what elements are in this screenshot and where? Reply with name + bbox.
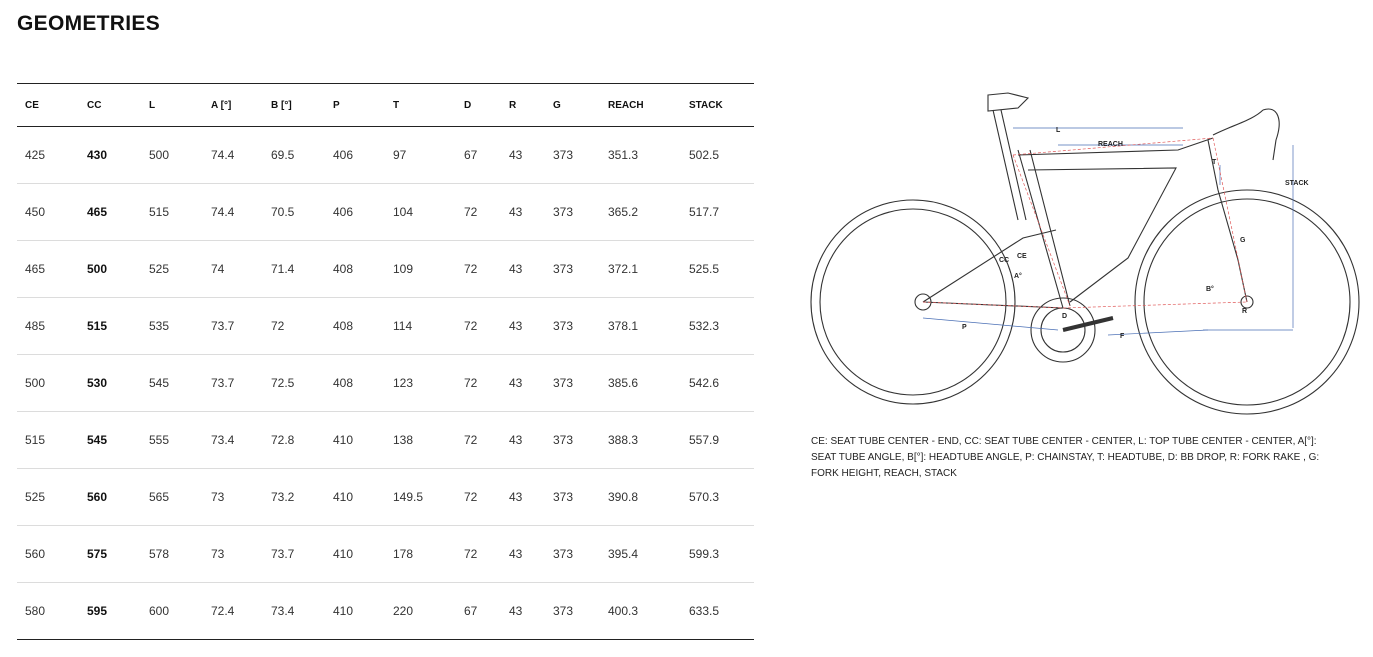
header-a: A [°] [211, 99, 232, 111]
table-cell: 72 [464, 433, 478, 447]
table-cell: 373 [553, 319, 574, 333]
table-cell: 465 [87, 205, 108, 219]
header-b: B [°] [271, 99, 292, 111]
table-cell: 373 [553, 490, 574, 504]
label-b: B° [1206, 286, 1214, 293]
geometry-lines [923, 138, 1247, 308]
table-cell: 532.3 [689, 319, 720, 333]
table-row [17, 469, 754, 526]
table-cell: 373 [553, 376, 574, 390]
label-p: P [962, 324, 967, 331]
saddle [988, 93, 1028, 111]
table-cell: 43 [509, 319, 523, 333]
bike-frame-drawing [811, 93, 1359, 414]
table-cell: 410 [333, 604, 354, 618]
table-cell: 385.6 [608, 376, 639, 390]
header-r: R [509, 99, 517, 111]
table-cell: 220 [393, 604, 414, 618]
table-cell: 178 [393, 547, 414, 561]
table-cell: 373 [553, 547, 574, 561]
header-ce: CE [25, 99, 39, 111]
label-cc: CC [999, 257, 1010, 264]
table-cell: 72 [464, 205, 478, 219]
seat-stays [923, 230, 1056, 302]
table-row [17, 127, 754, 184]
header-reach: REACH [608, 99, 644, 111]
table-row [17, 184, 754, 241]
page-title: GEOMETRIES [17, 12, 161, 35]
handlebar [1213, 109, 1279, 160]
header-p: P [333, 99, 340, 111]
table-header-row [17, 84, 754, 127]
table-cell: 73.2 [271, 490, 295, 504]
table-cell: 542.6 [689, 376, 720, 390]
table-cell: 373 [553, 604, 574, 618]
table-cell: 43 [509, 205, 523, 219]
table-cell: 114 [393, 319, 413, 333]
table-cell: 138 [393, 433, 414, 447]
table-cell: 502.5 [689, 148, 720, 162]
table-cell: 373 [553, 148, 574, 162]
table-cell: 545 [149, 376, 170, 390]
label-reach: REACH [1098, 141, 1123, 148]
table-body [17, 127, 754, 640]
table-cell: 372.1 [608, 262, 639, 276]
label-a: A° [1014, 273, 1022, 280]
table-cell: 525.5 [689, 262, 720, 276]
table-cell: 351.3 [608, 148, 639, 162]
table-cell: 72 [464, 547, 478, 561]
table-cell: 72 [464, 490, 478, 504]
table-cell: 149.5 [393, 490, 424, 504]
table-cell: 560 [87, 490, 108, 504]
table-cell: 465 [25, 262, 46, 276]
table-cell: 373 [553, 205, 574, 219]
label-l: L [1056, 127, 1061, 134]
down-tube [1028, 168, 1176, 302]
table-cell: 73.7 [211, 376, 235, 390]
table-cell: 425 [25, 148, 46, 162]
table-cell: 104 [393, 205, 414, 219]
geometry-table [17, 83, 754, 640]
table-cell: 378.1 [608, 319, 639, 333]
table-cell: 72 [464, 262, 478, 276]
table-cell: 97 [393, 148, 407, 162]
table-cell: 67 [464, 148, 478, 162]
header-g: G [553, 99, 561, 111]
table-cell: 73 [211, 490, 225, 504]
header-stack: STACK [689, 99, 723, 111]
geometry-legend: CE: SEAT TUBE CENTER - END, CC: SEAT TUBE CENTER - CENTER, L: TOP TUBE CENTER - CENTER, A[°]: SEAT TUBE ANGLE, B[°]: HEADTUBE ANGLE, P: CHAINSTAY, T: HEADTUBE, D: BB DROP, R: FORK RAKE , G: FORK HEIGHT, REACH, STACK [811, 436, 1320, 479]
table-cell: 525 [25, 490, 46, 504]
header-l: L [149, 99, 156, 111]
table-cell: 73.4 [271, 604, 295, 618]
table-cell: 406 [333, 205, 354, 219]
table-cell: 395.4 [608, 547, 639, 561]
table-row [17, 241, 754, 298]
table-cell: 73 [211, 547, 225, 561]
table-cell: 74.4 [211, 148, 235, 162]
table-row [17, 412, 754, 469]
table-cell: 43 [509, 433, 523, 447]
table-cell: 515 [149, 205, 170, 219]
table-cell: 408 [333, 262, 354, 276]
table-cell: 408 [333, 319, 354, 333]
table-cell: 410 [333, 433, 354, 447]
table-cell: 72 [464, 376, 478, 390]
table-cell: 73.7 [271, 547, 295, 561]
table-row [17, 355, 754, 412]
table-cell: 72 [464, 319, 478, 333]
table-row [17, 526, 754, 583]
table-cell: 535 [149, 319, 170, 333]
table-row [17, 298, 754, 355]
table-cell: 545 [87, 433, 108, 447]
table-cell: 70.5 [271, 205, 295, 219]
table-cell: 390.8 [608, 490, 639, 504]
table-cell: 109 [393, 262, 414, 276]
rear-wheel-inner [820, 209, 1006, 395]
table-cell: 67 [464, 604, 478, 618]
label-d: D [1062, 313, 1068, 320]
table-cell: 365.2 [608, 205, 639, 219]
bike-geometry-diagram [808, 80, 1364, 420]
table-cell: 72 [271, 319, 285, 333]
crank-arm [1063, 318, 1113, 330]
table-cell: 43 [509, 376, 523, 390]
table-cell: 599.3 [689, 547, 720, 561]
table-cell: 430 [87, 148, 108, 162]
table-cell: 43 [509, 262, 523, 276]
label-g: G [1240, 237, 1246, 244]
label-t: T [1212, 159, 1217, 166]
table-cell: 575 [87, 547, 108, 561]
label-f: F [1120, 333, 1125, 340]
table-cell: 560 [25, 547, 46, 561]
table-cell: 557.9 [689, 433, 720, 447]
header-t: T [393, 99, 400, 111]
label-ce: CE [1017, 253, 1027, 260]
table-cell: 373 [553, 262, 574, 276]
table-cell: 515 [25, 433, 46, 447]
label-r: R [1242, 308, 1248, 315]
table-cell: 72.4 [211, 604, 235, 618]
table-cell: 580 [25, 604, 46, 618]
table-cell: 485 [25, 319, 46, 333]
table-cell: 410 [333, 490, 354, 504]
table-cell: 69.5 [271, 148, 295, 162]
rear-wheel [811, 200, 1015, 404]
table-cell: 565 [149, 490, 170, 504]
table-cell: 72.5 [271, 376, 295, 390]
table-cell: 500 [25, 376, 46, 390]
header-cc: CC [87, 99, 102, 111]
table-cell: 388.3 [608, 433, 639, 447]
table-cell: 74 [211, 262, 225, 276]
table-cell: 600 [149, 604, 170, 618]
table-cell: 71.4 [271, 262, 295, 276]
table-cell: 517.7 [689, 205, 720, 219]
table-cell: 406 [333, 148, 354, 162]
table-cell: 73.4 [211, 433, 235, 447]
table-cell: 525 [149, 262, 170, 276]
table-cell: 73.7 [211, 319, 235, 333]
table-cell: 410 [333, 547, 354, 561]
header-d: D [464, 99, 472, 111]
table-cell: 570.3 [689, 490, 720, 504]
table-cell: 500 [149, 148, 170, 162]
table-cell: 633.5 [689, 604, 720, 618]
table-cell: 500 [87, 262, 108, 276]
table-cell: 43 [509, 547, 523, 561]
table-cell: 43 [509, 604, 523, 618]
table-cell: 578 [149, 547, 170, 561]
table-cell: 373 [553, 433, 574, 447]
table-cell: 74.4 [211, 205, 235, 219]
table-cell: 450 [25, 205, 46, 219]
table-cell: 43 [509, 490, 523, 504]
seat-post [993, 110, 1026, 220]
table-cell: 72.8 [271, 433, 295, 447]
table-row [17, 583, 754, 640]
table-cell: 408 [333, 376, 354, 390]
table-cell: 555 [149, 433, 170, 447]
table-cell: 123 [393, 376, 414, 390]
table-cell: 43 [509, 148, 523, 162]
seat-tube [1018, 150, 1070, 308]
table-cell: 595 [87, 604, 108, 618]
table-cell: 515 [87, 319, 108, 333]
label-stack: STACK [1285, 180, 1309, 187]
table-cell: 530 [87, 376, 108, 390]
table-cell: 400.3 [608, 604, 639, 618]
